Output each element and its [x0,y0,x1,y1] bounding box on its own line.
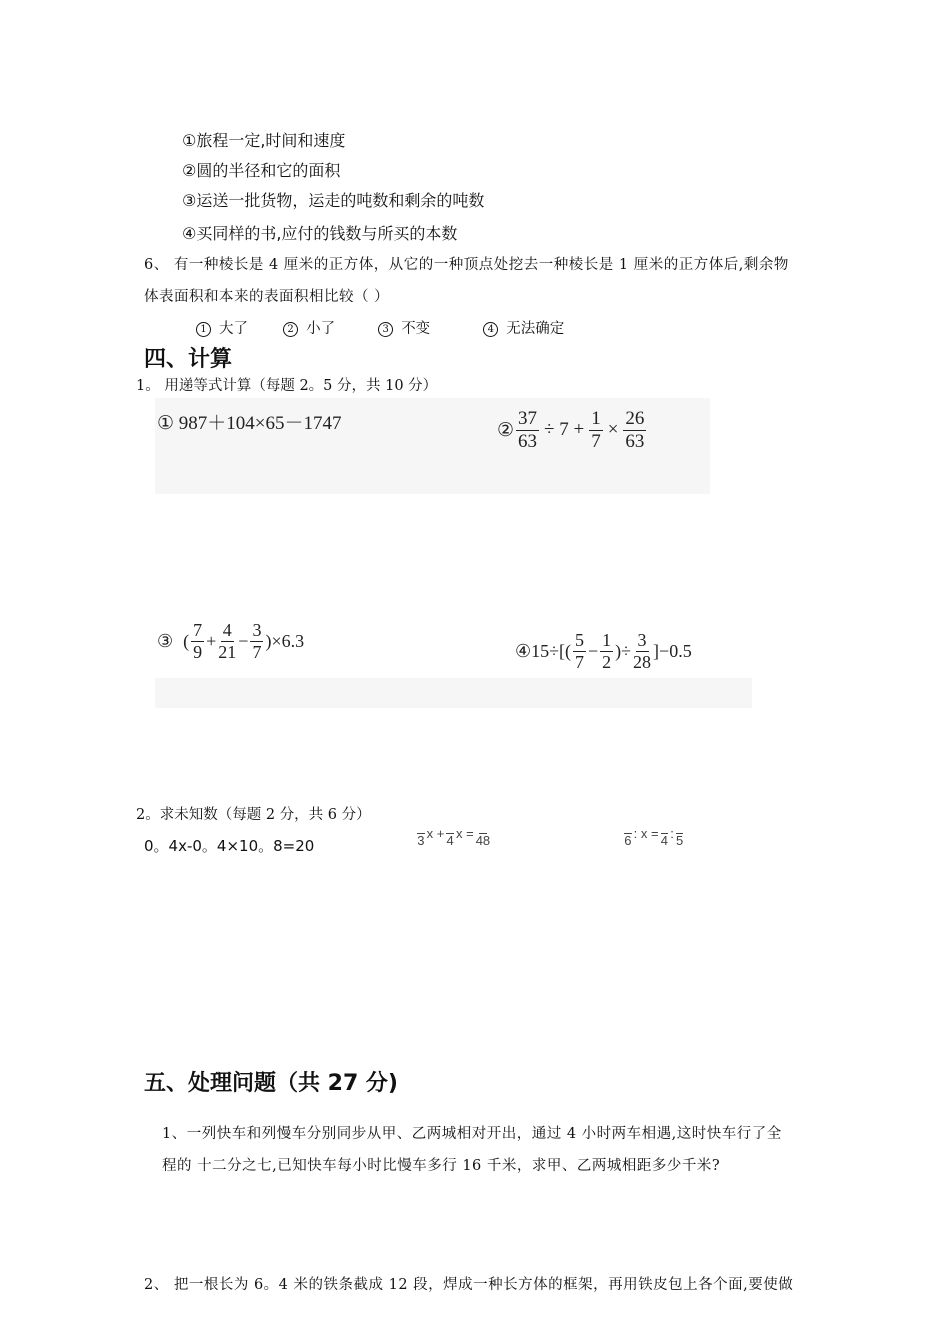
denominator: 28 [633,651,652,672]
q6-line-1: 6、 有一种棱长是 4 厘米的正方体，从它的一种顶点处挖去一种棱长是 1 厘米的正方体后,剩余物 [144,257,789,273]
denominator: 2 [602,651,612,672]
choice-label: 小了 [306,321,336,337]
numerator: 37 [518,408,538,429]
section-5-title: 五、处理问题（共 27 分) [144,1071,398,1096]
fraction [446,818,454,849]
q6-choices [196,317,564,338]
equation-2 [415,818,492,849]
denominator: 4 [660,832,668,848]
fraction [417,818,425,849]
denominator: 5 [676,832,684,848]
operator: x = [455,825,474,841]
fraction [476,818,490,849]
section-4-sub-2: 2。求未知数（每题 2 分，共 6 分） [136,807,371,823]
expression-2 [497,408,648,453]
numerator: 1 [591,408,601,429]
expr-text: 987＋104×65－1747 [178,413,342,434]
numerator: 4 [222,620,232,640]
denominator: 63 [625,430,645,452]
denominator: 7 [252,641,262,662]
numerator [417,818,425,834]
q6-line-2: 体表面积和本来的表面积相比较（ ） [144,289,390,305]
denominator: 7 [575,651,585,672]
operator: − [588,640,599,661]
numerator: 3 [252,620,262,640]
expression-4 [515,630,692,672]
denominator: 9 [193,641,203,662]
operator: + [206,630,217,651]
equation-1: 0。4x-0。4×10。8=20 [144,837,315,855]
section-4-sub-1: 1。 用递等式计算（每题 2。5 分，共 10 分） [136,378,438,394]
operator: : x = [633,825,659,841]
fraction [573,630,586,672]
operator: ÷ 7 + [544,419,585,441]
expr-label: ③ [157,630,174,651]
option-3: ③运送一批货物，运走的吨数和剩余的吨数 [182,191,485,210]
denominator: 4 [446,832,454,848]
choice-label: 不变 [401,321,431,337]
choice-label: 大了 [219,321,248,337]
numerator: 5 [575,630,585,650]
operator: )÷ [615,640,632,661]
numerator: 3 [637,630,647,650]
fraction [661,818,669,849]
circled-number-icon: 2 [283,322,298,337]
denominator: 48 [475,832,491,848]
problem-2-line-1: 2、 把一根长为 6。4 米的铁条截成 12 段，焊成一种长方体的框架，再用铁皮包上各个面,要使做 [144,1277,794,1293]
numerator: 7 [193,620,203,640]
fraction [191,620,204,662]
option-4: ④买同样的书,应付的钱数与所买的本数 [182,224,458,243]
denominator: 6 [624,832,632,848]
option-2: ②圆的半径和它的面积 [182,161,341,180]
fraction [218,620,236,662]
q6-choice-1 [196,317,278,338]
circled-number-icon: 1 [196,322,211,337]
operator: x + [426,825,445,841]
numerator [676,818,684,834]
denominator: 21 [218,641,237,662]
numerator [624,818,632,834]
fraction [633,630,651,672]
expression-image-2 [155,678,752,708]
paren: ( [183,630,190,651]
fraction [676,818,684,849]
fraction [623,408,646,453]
bracket-minus: ]−0.5 [653,640,692,661]
numerator [479,818,487,834]
numerator: 1 [602,630,612,650]
expr-label: ① [157,413,175,434]
q6-choice-3 [378,317,478,338]
q6-choice-2 [283,317,373,338]
denominator: 63 [518,430,538,452]
numerator [661,818,669,834]
denominator: 7 [591,430,601,452]
numerator: 26 [625,408,645,429]
fraction [589,408,603,453]
expression-1 [157,408,342,435]
numerator [446,818,454,834]
choice-label: 无法确定 [506,321,565,337]
problem-1-line-2: 程的 十二分之七,已知快车每小时比慢车多行 16 千米，求甲、乙两城相距多少千米? [162,1158,721,1174]
fraction [516,408,539,453]
section-4-title: 四、计算 [144,347,233,372]
expression-3 [157,620,304,662]
option-1: ①旅程一定,时间和速度 [182,131,346,150]
equation-3 [622,818,685,849]
operator: − [238,630,249,651]
fraction [600,630,613,672]
operator: × [607,419,619,441]
fraction [624,818,632,849]
denominator: 3 [417,832,425,848]
q6-choice-4 [483,317,564,338]
circled-number-icon: 4 [483,322,498,337]
fraction [250,620,263,662]
operator: : [670,825,674,841]
paren-times: )×6.3 [265,630,305,651]
circled-number-icon: 3 [378,322,393,337]
expr-label: ④15÷[( [515,640,572,661]
problem-1-line-1: 1、一列快车和列慢车分别同步从甲、乙两城相对开出，通过 4 小时两车相遇,这时快车行了全 [162,1126,782,1142]
expr-label: ② [497,419,515,441]
